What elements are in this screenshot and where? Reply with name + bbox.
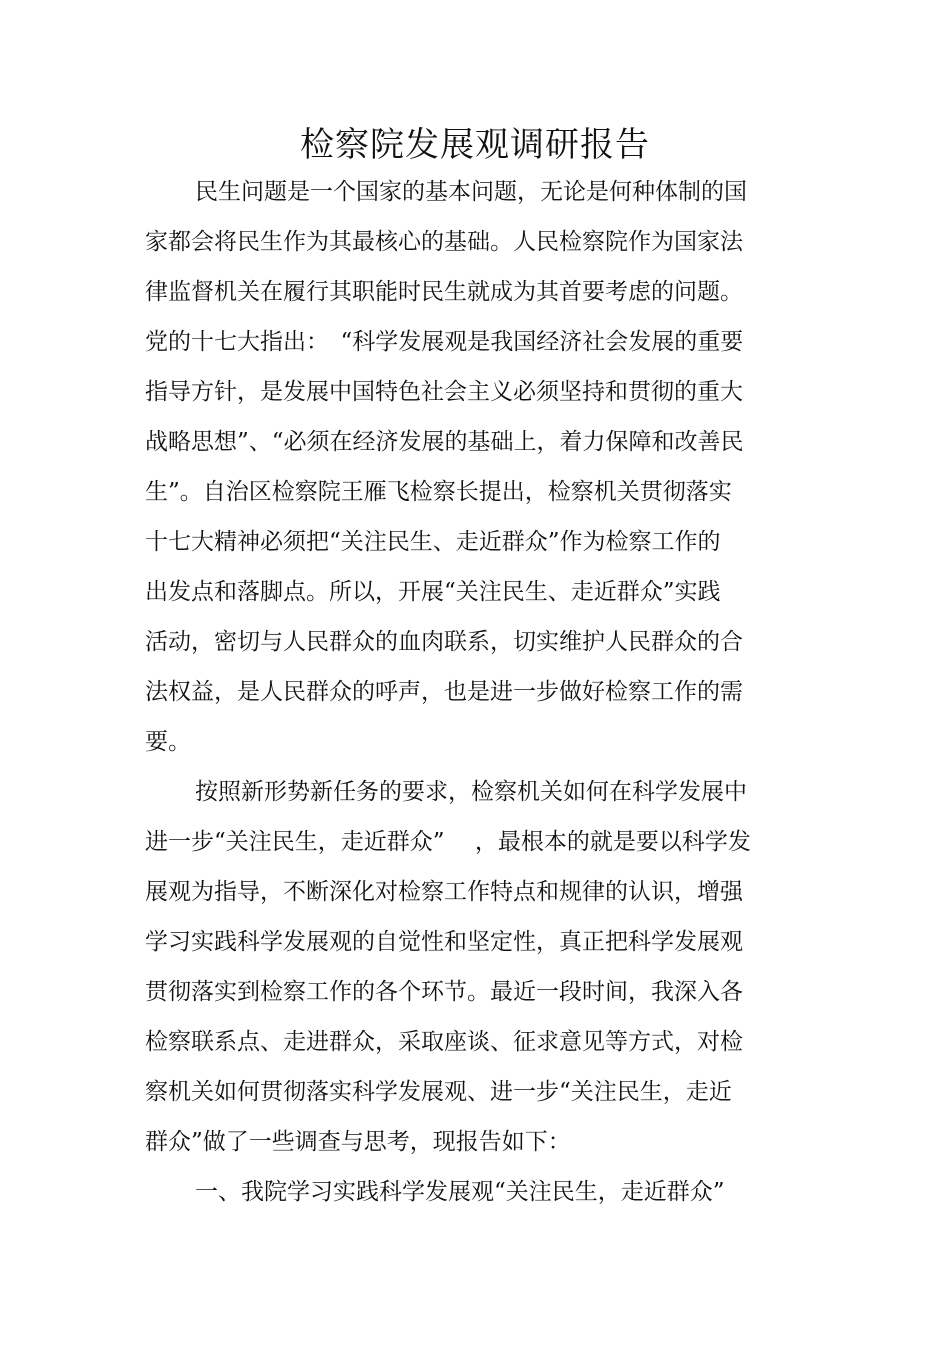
paragraph-line: 家都会将民生作为其最核心的基础。人民检察院作为国家法 xyxy=(145,229,743,255)
paragraph-line: 指导方针，是发展中国特色社会主义必须坚持和贯彻的重大 xyxy=(145,379,743,405)
paragraph-line: 进一步“关注民生，走近群众” ，最根本的就是要以科学发 xyxy=(145,829,751,855)
paragraph-line: 群众”做了一些调查与思考，现报告如下： xyxy=(145,1129,571,1155)
paragraph-line: 展观为指导，不断深化对检察工作特点和规律的认识，增强 xyxy=(145,879,743,905)
paragraph-line: 十七大精神必须把“关注民生、走近群众”作为检察工作的 xyxy=(145,529,721,555)
paragraph-line: 察机关如何贯彻落实科学发展观、进一步“关注民生，走近 xyxy=(145,1079,732,1105)
section-heading: 一、我院学习实践科学发展观“关注民生，走近群众” xyxy=(195,1179,725,1205)
paragraph-line: 律监督机关在履行其职能时民生就成为其首要考虑的问题。 xyxy=(145,279,743,305)
paragraph-line: 检察联系点、走进群众，采取座谈、征求意见等方式，对检 xyxy=(145,1029,743,1055)
paragraph-line: 法权益，是人民群众的呼声，也是进一步做好检察工作的需 xyxy=(145,679,743,705)
paragraph-line: 按照新形势新任务的要求，检察机关如何在科学发展中 xyxy=(195,779,747,805)
paragraph-line: 活动，密切与人民群众的血肉联系，切实维护人民群众的合 xyxy=(145,629,743,655)
paragraph-line: 生”。自治区检察院王雁飞检察长提出，检察机关贯彻落实 xyxy=(145,479,732,505)
paragraph-line: 出发点和落脚点。所以，开展“关注民生、走近群众”实践 xyxy=(145,579,721,605)
paragraph-line: 战略思想”、“必须在经济发展的基础上，着力保障和改善民 xyxy=(145,429,744,455)
paragraph-line: 要。 xyxy=(145,729,191,755)
paragraph-line: 民生问题是一个国家的基本问题，无论是何种体制的国 xyxy=(195,179,747,205)
document-title: 检察院发展观调研报告 xyxy=(300,125,650,165)
paragraph-line: 党的十七大指出： “科学发展观是我国经济社会发展的重要 xyxy=(145,329,744,355)
paragraph-line: 贯彻落实到检察工作的各个环节。最近一段时间，我深入各 xyxy=(145,979,743,1005)
paragraph-line: 学习实践科学发展观的自觉性和坚定性，真正把科学发展观 xyxy=(145,929,743,955)
